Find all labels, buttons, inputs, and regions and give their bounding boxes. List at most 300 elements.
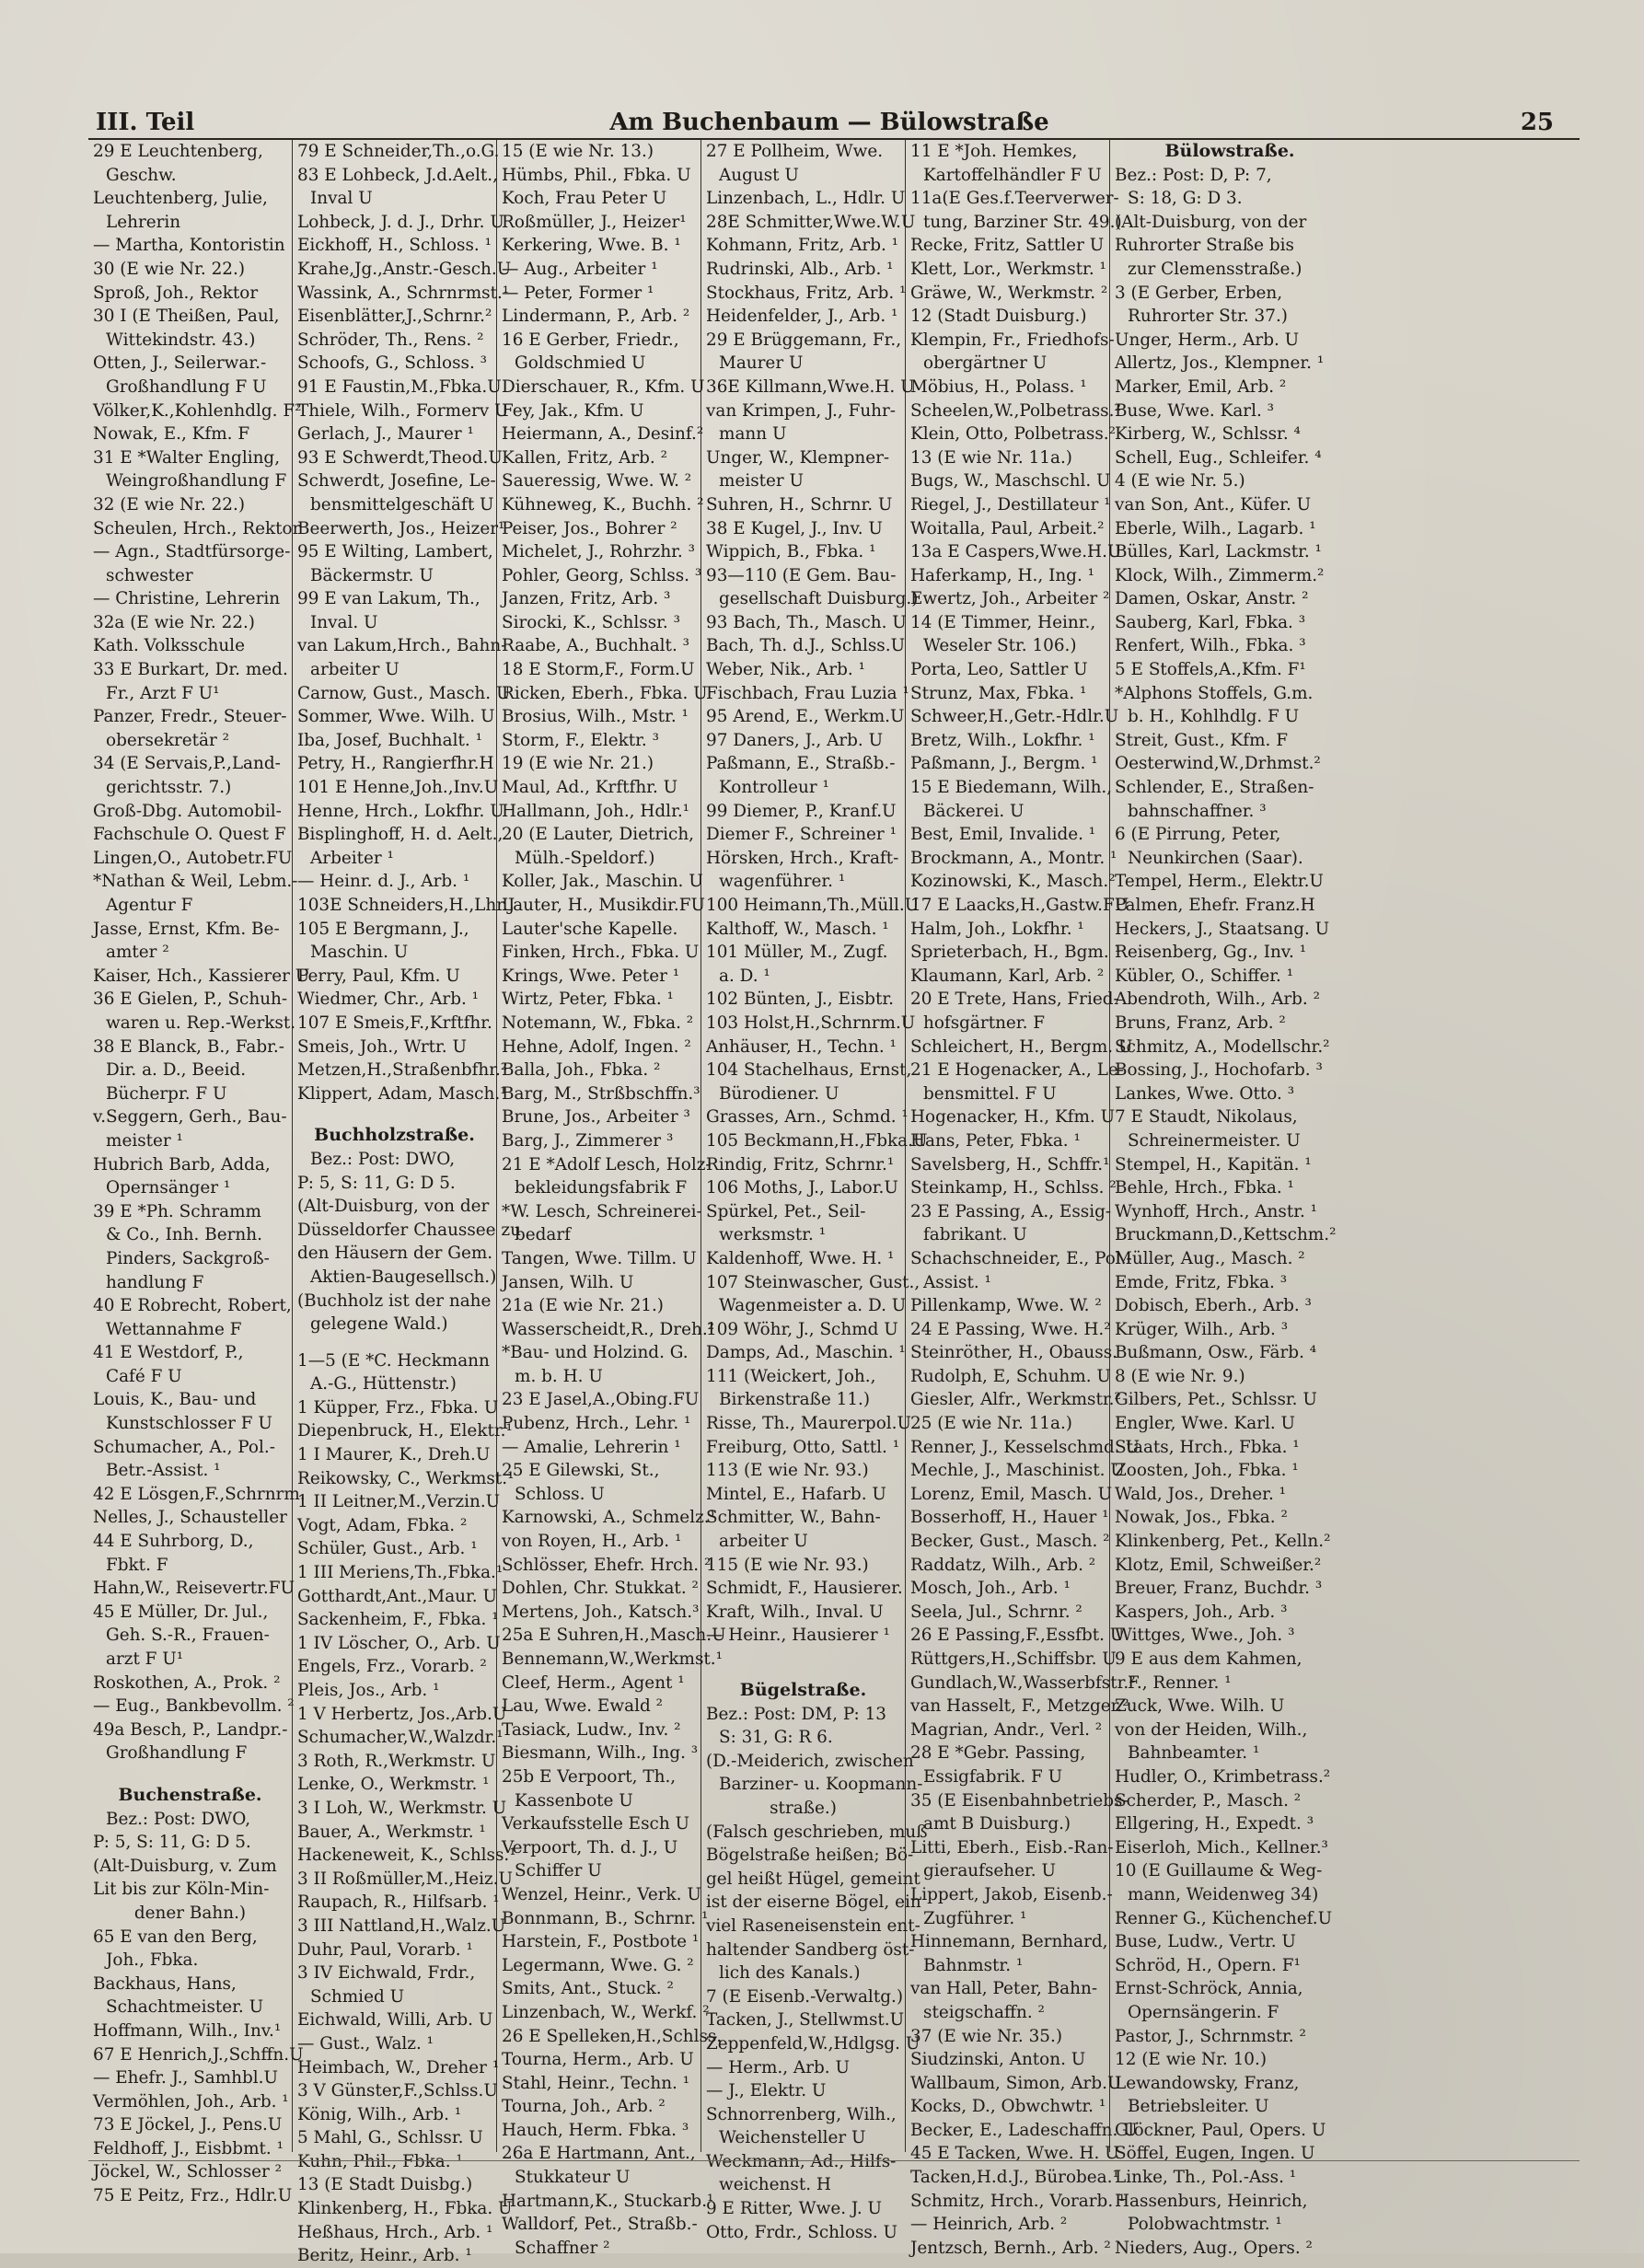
entry-line: Duhr, Paul, Vorarb. ¹ [297,1939,473,1960]
entry-line: Smeis, Joh., Wrtr. U [297,1036,467,1057]
entry-line: Schröder, Th., Rens. ² [297,330,484,350]
entry-line: Eiserloh, Mich., Kellner.³ [1115,1837,1328,1857]
entry-line: Schmitz, A., Modellschr.² [1115,1036,1330,1057]
entry-line: Gerlach, J., Maurer ¹ [297,424,474,445]
entry-line: Eickhoff, H., Schloss. ¹ [297,236,492,256]
entry-line: amter ² [106,943,169,963]
entry-line: Metzen,H.,Straßenbfhr.² [297,1060,508,1081]
entry-line: 5 Mahl, G., Schlssr. U [297,2128,483,2148]
section-label: III. Teil [96,109,195,136]
entry-line: Behle, Hrch., Fbka. ¹ [1115,1178,1294,1198]
entry-line: Klinkenberg, Pet., Kelln.² [1115,1532,1331,1552]
entry-line: 3 I Loh, W., Werkmstr. U [297,1798,507,1818]
entry-line: Recke, Fritz, Sattler U [910,236,1105,256]
entry-line: 9 E aus dem Kahmen, [1115,1649,1302,1669]
entry-line: Großhandlung F [106,1743,248,1764]
entry-line: Walldorf, Pet., Straßb.- [502,2215,698,2235]
entry-line: 25a E Suhren,H.,Masch.U [502,1626,726,1646]
entry-line: Schmitter, W., Bahn- [706,1508,881,1528]
entry-line: Bugs, W., Maschschl. U [910,471,1111,492]
entry-line: Kath. Volksschule [93,636,245,656]
entry-line: 15 E Biedemann, Wilh., [910,778,1113,798]
entry-line: mann U [719,424,787,445]
entry-line: Eichwald, Willi, Arb. U [297,2010,493,2031]
entry-line: Buse, Ludw., Vertr. U [1115,1932,1296,1952]
entry-line: bahnschaffner. ³ [1128,801,1267,821]
entry-line: Müller, Aug., Masch. ² [1115,1248,1305,1268]
entry-line: Kühneweg, K., Buchh. ² [502,494,704,515]
entry-line: Heßhaus, Hrch., Arb. ¹ [297,2222,493,2242]
entry-line: Mintel, E., Hafarb. U [706,1484,886,1504]
entry-line: Sprieterbach, H., Bgm. ¹ [910,943,1121,963]
entry-line: gel heißt Hügel, gemeint [706,1869,920,1889]
entry-line: wagenführer. ¹ [719,872,846,892]
entry-line: Barziner- u. Koopmann- [719,1775,923,1795]
entry-line: Fachschule O. Quest F [93,825,286,845]
entry-line: Hogenacker, H., Kfm. U [910,1107,1116,1128]
entry-line: Koch, Frau Peter U [502,189,667,209]
entry-line: Völker,K.,Kohlenhdlg. F² [93,400,302,421]
entry-line: Dierschauer, R., Kfm. U [502,376,705,397]
entry-line: 28 E *Gebr. Passing, [910,1743,1086,1764]
entry-line: Pohler, Georg, Schlss. ³ [502,565,702,585]
entry-line: Biesmann, Wilh., Ing. ³ [502,1743,699,1764]
entry-line: 20 (E Lauter, Dietrich, [502,825,695,845]
entry-line: — Heinr. d. J., Arb. ¹ [297,872,470,892]
entry-line: Tangen, Wwe. Tillm. U [502,1248,697,1268]
entry-line: Stempel, H., Kapitän. ¹ [1115,1154,1312,1174]
entry-line: zur Clemensstraße.) [1128,259,1302,279]
entry-line: Raabe, A., Buchhalt. ³ [502,636,690,656]
entry-line: (Alt-Duisburg, von der [297,1197,490,1217]
entry-line: 111 (Weickert, Joh., [706,1366,876,1386]
entry-line: 19 (E wie Nr. 21.) [502,754,654,774]
entry-line: 3 Roth, R.,Werkmstr. U [297,1751,496,1771]
entry-line: 21 E *Adolf Lesch, Holz- [502,1154,712,1174]
entry-line: 44 E Suhrborg, D., [93,1532,254,1552]
entry-line: 115 (E wie Nr. 93.) [706,1555,869,1575]
entry-line: 10 (E Guillaume & Weg- [1115,1861,1323,1881]
entry-line: — Amalie, Lehrerin ¹ [502,1437,681,1457]
entry-line: Großhandlung F U [106,376,267,397]
entry-line: Bisplinghoff, H. d. Aelt., [297,825,504,845]
entry-line: Bez.: Post: DM, P: 13 [706,1704,886,1724]
entry-line: 31 E *Walter Engling, [93,447,281,468]
entry-line: Eberle, Wilh., Lagarb. ¹ [1115,518,1316,538]
entry-line: Stukkateur U [515,2168,631,2188]
entry-line: Lit bis zur Köln-Min- [93,1880,270,1900]
entry-line: Klett, Lor., Werkmstr. ¹ [910,259,1106,279]
entry-line: 3 IV Eichwald, Frdr., [297,1963,476,1984]
entry-line: Schwerdt, Josefine, Le- [297,471,496,492]
entry-line: 36E Killmann,Wwe.H. U [706,376,915,397]
entry-line: Schlösser, Ehefr. Hrch. ² [502,1555,712,1575]
entry-line: Unger, W., Klempner- [706,447,890,468]
entry-line: Cleef, Herm., Agent ¹ [502,1672,685,1693]
entry-line: 30 (E wie Nr. 22.) [93,259,246,279]
entry-line: 75 E Peitz, Frz., Hdlr.U [93,2186,293,2206]
spacer [706,1648,900,1660]
entry-line: Pubenz, Hrch., Lehr. ¹ [502,1414,691,1434]
entry-line: Jentzsch, Bernh., Arb. ² [910,2238,1111,2258]
entry-line: 1—5 (E *C. Heckmann [297,1350,490,1371]
entry-line: 34 (E Servais,P.,Land- [93,754,281,774]
entry-line: Hehne, Adolf, Ingen. ² [502,1036,691,1057]
entry-line: Wald, Jos., Dreher. ¹ [1115,1484,1287,1504]
entry-line: Roskothen, A., Prok. ² [93,1672,281,1693]
entry-line: van Lakum,Hrch., Bahn- [297,636,507,656]
entry-line: 1 Küpper, Frz., Fbka. U [297,1397,499,1418]
entry-line: Weingroßhandlung F [106,471,287,492]
spacer [93,1765,287,1778]
entry-line: Schüler, Gust., Arb. ¹ [297,1539,478,1559]
entry-line: von der Heiden, Wilh., [1115,1719,1308,1740]
entry-line: gerichtsstr. 7.) [106,778,232,798]
entry-line: Schachtmeister. U [106,1997,264,2018]
entry-line: Streit, Gust., Kfm. F [1115,730,1288,750]
entry-line: 11a(E Ges.f.Teerverwer- [910,189,1119,209]
entry-line: Panzer, Fredr., Steuer- [93,707,287,727]
entry-line: 23 E Passing, A., Essig- [910,1201,1112,1221]
entry-line: 109 Wöhr, J., Schmd U [706,1319,898,1339]
entry-line: Goldschmied U [515,353,646,374]
entry-line: 103E Schneiders,H.,Lhr.J [297,896,515,915]
entry-line: Schaffner ² [515,2238,610,2258]
entry-line: 67 E Henrich,J.,Schffn.U [93,2044,304,2065]
entry-line: 107 E Smeis,F.,Krftfhr. [297,1012,492,1033]
entry-line: den Häusern der Gem. [297,1244,493,1264]
entry-line: — Agn., Stadtfürsorge- [93,542,291,562]
entry-line: Reisenberg, Gg., Inv. ¹ [1115,943,1307,963]
entry-line: Iba, Josef, Buchhalt. ¹ [297,730,482,750]
street-heading: Buchholzstraße. [314,1125,475,1146]
entry-line: Inval. U [310,612,378,632]
entry-line: Harstein, F., Postbote ¹ [502,1932,700,1952]
entry-line: 4 (E wie Nr. 5.) [1115,471,1245,492]
entry-line: Tourna, Herm., Arb. U [502,2050,694,2070]
entry-line: Wallbaum, Simon, Arb.U [910,2073,1122,2093]
entry-line: Lohbeck, J. d. J., Drhr. U [297,212,504,232]
entry-line: Bez.: Post: DWO, [310,1149,456,1169]
entry-line: Renner, J., Kesselschmd. U [910,1437,1140,1457]
entry-line: Kuhn, Phil., Fbka. ¹ [297,2151,463,2171]
entry-line: Lankes, Wwe. Otto. ³ [1115,1083,1295,1104]
entry-line: Bonnmann, B., Schrnr. ¹ [502,1908,709,1928]
entry-line: Krüger, Wilh., Arb. ³ [1115,1319,1289,1339]
column-3 [497,140,726,2258]
entry-line: von Royen, H., Arb. ¹ [502,1532,682,1552]
entry-line: Bruckmann,D.,Kettschm.² [1115,1225,1337,1245]
entry-line: 95 Arend, E., Werkm.U [706,707,905,727]
entry-line: ist der eiserne Bögel, ein [706,1892,921,1913]
entry-line: 25 (E wie Nr. 11a.) [910,1414,1072,1434]
entry-line: Bülles, Karl, Lackmstr. ¹ [1115,542,1322,562]
column-4 [701,140,928,2242]
entry-line: Marker, Emil, Arb. ² [1115,376,1287,397]
entry-line: Nowak, Jos., Fbka. ² [1115,1508,1288,1528]
entry-line: — Christine, Lehrerin [93,589,281,609]
entry-line: 11 E *Joh. Hemkes, [910,142,1078,161]
entry-line: Kocks, D., Obwchwtr. ¹ [910,2097,1106,2117]
entry-line: P: 5, S: 11, G: D 5. [297,1173,456,1193]
entry-line: Schweer,H.,Getr.-Hdlr.U [910,707,1119,727]
entry-line: Düsseldorfer Chaussee zu [297,1220,521,1240]
entry-line: Bahnbeamter. ¹ [1128,1743,1260,1764]
entry-line: Kalthoff, W., Masch. ¹ [706,919,889,939]
entry-line: Jöckel, W., Schlosser ² [93,2162,283,2182]
entry-line: Carnow, Gust., Masch. U [297,683,511,703]
entry-line: Stahl, Heinr., Techn. ¹ [502,2073,690,2093]
entry-line: Pastor, J., Schrnmstr. ² [1115,2026,1306,2046]
entry-line: Bez.: Post: DWO, [106,1809,251,1829]
entry-line: Maul, Ad., Krftfhr. U [502,778,678,798]
entry-line: Maschin. U [310,943,409,963]
entry-line: *Nathan & Weil, Lebm.- [93,872,298,892]
entry-line: Damen, Oskar, Anstr. ² [1115,589,1309,609]
entry-line: Lindermann, P., Arb. ² [502,307,690,327]
entry-line: P: 5, S: 11, G: D 5. [93,1833,251,1853]
entry-line: Feldhoff, J., Eisbbmt. ¹ [93,2138,284,2158]
entry-line: Kunstschlosser F U [106,1414,272,1434]
entry-line: Klippert, Adam, Masch.¹ [297,1083,507,1104]
entry-line: waren u. Rep.-Werkst. [106,1012,296,1033]
entry-line: Café F U [106,1366,182,1386]
entry-line: Strunz, Max, Fbka. ¹ [910,683,1087,703]
entry-line: Kraft, Wilh., Inval. U [706,1602,884,1622]
entry-line: Verpoort, Th. d. J., U [502,1837,678,1857]
entry-line: Agentur F [106,896,193,915]
entry-line: Rudrinski, Alb., Arb. ¹ [706,259,894,279]
entry-line: Freiburg, Otto, Sattl. ¹ [706,1437,900,1457]
entry-line: Thiele, Wilh., Formerv U [297,400,509,421]
entry-line: *W. Lesch, Schreinerei- [502,1201,702,1221]
entry-line: gelegene Wald.) [310,1314,448,1335]
entry-line: Tasiack, Ludw., Inv. ² [502,1719,681,1740]
entry-line: Bußmann, Osw., Färb. ⁴ [1115,1343,1317,1363]
entry-line: Gräwe, W., Werkmstr. ² [910,283,1108,303]
entry-line: Heimbach, W., Dreher ¹ [297,2057,500,2077]
entry-line: 17 E Laacks,H.,Gastw.FU [910,896,1129,915]
entry-line: 101 Müller, M., Zugf. [706,943,888,963]
entry-line: Bauer, A., Werkmstr. ¹ [297,1822,486,1842]
entry-line: Eisenblätter,J.,Schrnr.² [297,307,492,327]
entry-line: Bez.: Post: D, P: 7, [1115,165,1272,185]
entry-line: Kontrolleur ¹ [719,778,829,798]
entry-line: 12 (Stadt Duisburg.) [910,307,1087,327]
entry-line: Stockhaus, Fritz, Arb. ¹ [706,283,907,303]
entry-line: (Falsch geschrieben, muß [706,1822,928,1842]
entry-line: Kassenbote U [515,1790,633,1811]
entry-line: 38 E Kugel, J., Inv. U [706,518,883,538]
entry-line: Geh. S.-R., Frauen- [106,1626,270,1646]
entry-line: Hahn,W., Reisevertr.FU [93,1579,295,1599]
column-6 [1110,140,1349,2258]
entry-line: Janzen, Fritz, Arb. ³ [502,589,671,609]
entry-line: Wynhoff, Hrch., Anstr. ¹ [1115,1201,1318,1221]
entry-line: 103 Holst,H.,Schrnrm.U [706,1012,916,1033]
entry-line: 23 E Jasel,A.,Obing.FU [502,1390,700,1410]
entry-line: Nieders, Aug., Opers. ² [1115,2238,1313,2258]
entry-line: 16 E Gerber, Friedr., [502,330,679,350]
entry-line: 106 Moths, J., Labor.U [706,1178,898,1198]
entry-line: — Gust., Walz. ¹ [297,2033,434,2054]
entry-line: Joh., Fbka. [106,1950,199,1971]
entry-line: Nowak, E., Kfm. F [93,424,250,445]
entry-line: Engler, Wwe. Karl. U [1115,1414,1296,1434]
entry-line: 20 E Trete, Hans, Fried- [910,989,1119,1010]
entry-line: Lorenz, Emil, Masch. U [910,1484,1113,1504]
entry-line: Barg, M., Strßbschffn.³ [502,1083,700,1104]
entry-line: bensmittelgeschäft U [310,494,494,515]
entry-line: fabrikant. U [923,1225,1027,1245]
entry-line: 99 E van Lakum, Th., [297,589,480,609]
entry-line: 27 E Pollheim, Wwe. [706,142,884,161]
entry-line: meister U [719,471,805,492]
column-2 [293,140,521,2266]
entry-line: haltender Sandberg öst- [706,1939,915,1960]
entry-line: Sauberg, Karl, Fbka. ³ [1115,612,1306,632]
entry-line: August U [719,165,799,185]
entry-line: Kerkering, Wwe. B. ¹ [502,236,681,256]
entry-line: 13a E Caspers,Wwe.H.U [910,542,1122,562]
entry-line: 35 (E Eisenbahnbetriebs- [910,1790,1129,1811]
entry-line: 45 E Tacken, Wwe. H. U [910,2144,1119,2164]
entry-line: Zugführer. ¹ [923,1908,1027,1928]
entry-line: dener Bahn.) [133,1903,247,1923]
entry-line: Tempel, Herm., Elektr.U [1115,872,1324,892]
entry-line: 65 E van den Berg, [93,1927,258,1947]
entry-line: Lauter'sche Kapelle. [502,919,678,939]
entry-line: Bögelstraße heißen; Bö- [706,1846,914,1866]
entry-line: 26 E Passing,F.,Essfbt. U [910,1626,1125,1646]
entry-line: Mertens, Joh., Katsch.³ [502,1602,700,1622]
entry-line: Linke, Th., Pol.-Ass. ¹ [1115,2168,1297,2188]
entry-line: 13 (E wie Nr. 11a.) [910,447,1072,468]
entry-line: Klaumann, Karl, Arb. ² [910,966,1105,986]
entry-line: Engels, Frz., Vorarb. ² [297,1657,487,1677]
entry-line: Spürkel, Pet., Seil- [706,1201,866,1221]
entry-line: Woitalla, Paul, Arbeit.² [910,518,1105,538]
entry-line: Kübler, O., Schiffer. ¹ [1115,966,1294,986]
entry-line: 3 II Roßmüller,M.,Heiz.U [297,1869,514,1889]
entry-line: Klinkenberg, H., Fbka. U [297,2199,513,2219]
entry-line: Sommer, Wwe. Wilh. U [297,707,495,727]
entry-line: Dobisch, Eberh., Arb. ³ [1115,1296,1312,1316]
entry-line: Essigfabrik. F U [923,1766,1063,1787]
entry-line: Diemer F., Schreiner ¹ [706,825,897,845]
entry-line: — Aug., Arbeiter ¹ [502,259,658,279]
entry-line: Schoofs, G., Schloss. ³ [297,353,488,374]
entry-line: Mülh.-Speldorf.) [515,848,655,868]
entry-line: 3 V Günster,F.,Schlss.U [297,2081,498,2101]
entry-line: 1 I Maurer, K., Dreh.U [297,1445,491,1465]
entry-line: Krings, Wwe. Peter ¹ [502,966,680,986]
entry-line: schwester [106,565,193,585]
entry-line: Bretz, Wilh., Lokfhr. ¹ [910,730,1095,750]
entry-line: 30 I (E Theißen, Paul, [93,307,280,327]
entry-line: Schumacher, A., Pol.- [93,1437,275,1457]
entry-line: Schmidt, F., Hausierer. [706,1579,903,1599]
entry-line: gieraufseher. U [923,1861,1056,1881]
entry-line: Scherder, P., Masch. ² [1115,1790,1302,1811]
entry-line: 5 E Stoffels,A.,Kfm. F¹ [1115,660,1306,680]
entry-line: Notemann, W., Fbka. ² [502,1012,694,1033]
entry-line: 8 (E wie Nr. 9.) [1115,1366,1245,1386]
spacer [297,1336,492,1349]
entry-line: 25 E Gilewski, St., [502,1461,660,1481]
entry-line: Abendroth, Wilh., Arb. ² [1115,989,1320,1010]
entry-line: Bennemann,W.,Werkmst.¹ [502,1649,723,1669]
entry-line: 26a E Hartmann, Ant., [502,2144,696,2164]
entry-line: Storm, F., Elektr. ³ [502,730,659,750]
entry-line: 18 E Storm,F., Form.U [502,660,695,680]
entry-line: Klock, Wilh., Zimmerm.² [1115,565,1325,585]
entry-line: Saueressig, Wwe. W. ² [502,471,692,492]
entry-line: Lehrerin [106,212,181,232]
entry-line: arzt F U¹ [106,1649,184,1669]
entry-line: straße.) [770,1798,837,1818]
entry-line: Gilbers, Pet., Schlssr. U [1115,1390,1317,1410]
entry-line: Kallen, Fritz, Arb. ² [502,447,668,468]
entry-line: van Krimpen, J., Fuhr- [706,400,897,421]
entry-line: Backhaus, Hans, [93,1973,237,1994]
entry-line: 15 (E wie Nr. 13.) [502,142,654,161]
entry-line: Linzenbach, W., Werkf. ² [502,2002,710,2022]
entry-line: Vermöhlen, Joh., Arb. ¹ [93,2091,289,2112]
entry-line: Opernsängerin. F [1128,2002,1279,2022]
entry-line: Allertz, Jos., Klempner. ¹ [1115,353,1325,374]
entry-line: Schloss. U [515,1484,605,1504]
entry-line: Schlender, E., Straßen- [1115,778,1314,798]
entry-line: bedarf [515,1225,571,1245]
entry-line: Geschw. [106,165,177,185]
entry-line: 91 E Faustin,M.,Fbka.U [297,376,502,397]
entry-line: Sirocki, K., Schlssr. ³ [502,612,680,632]
entry-line: Birkenstraße 11.) [719,1390,871,1410]
entry-line: Pillenkamp, Wwe. W. ² [910,1296,1102,1316]
entry-line: Brosius, Wilh., Mstr. ¹ [502,707,689,727]
entry-line: Linzenbach, L., Hdlr. U [706,189,906,209]
entry-line: & Co., Inh. Bernh. [106,1225,262,1245]
entry-line: 73 E Jöckel, J., Pens.U [93,2115,283,2135]
column-1 [88,140,310,2206]
entry-line: 29 E Leuchtenberg, [93,142,263,161]
entry-line: Tacken,H.d.J., Bürobea.¹ [910,2168,1119,2188]
entry-line: Bürodiener. U [719,1083,839,1104]
entry-line: Bahnmstr. ¹ [923,1955,1024,1975]
entry-line: Bäckerei. U [923,801,1025,821]
entry-line: Roßmüller, J., Heizer¹ [502,212,687,232]
entry-line: Betr.-Assist. ¹ [106,1461,221,1481]
entry-line: Heiermann, A., Desinf.² [502,424,704,445]
entry-line: Kohmann, Fritz, Arb. ¹ [706,236,899,256]
entry-line: — Eug., Bankbevollm. ² [93,1696,295,1717]
entry-line: 3 III Nattland,H.,Walz.U [297,1915,506,1936]
entry-line: Riegel, J., Destillateur ¹ [910,494,1111,515]
entry-line: Henne, Hrch., Lokfhr. U [297,801,504,821]
entry-line: Raddatz, Wilh., Arb. ² [910,1555,1096,1575]
entry-line: Mechle, J., Maschinist. U [910,1461,1125,1481]
entry-line: Wiedmer, Chr., Arb. ¹ [297,989,480,1010]
entry-line: Kaldenhoff, Wwe. H. ¹ [706,1248,895,1268]
entry-line: Tacken, J., Stellwmst.U [706,2010,905,2031]
entry-line: 99 Diemer, P., Kranf.U [706,801,897,821]
entry-line: mann, Weidenweg 34) [1128,1884,1319,1904]
entry-line: Brockmann, A., Montr. ¹ [910,848,1117,868]
entry-line: Wettannahme F [106,1319,242,1339]
entry-line: 37 (E wie Nr. 35.) [910,2026,1063,2046]
entry-line: 113 (E wie Nr. 93.) [706,1461,869,1481]
